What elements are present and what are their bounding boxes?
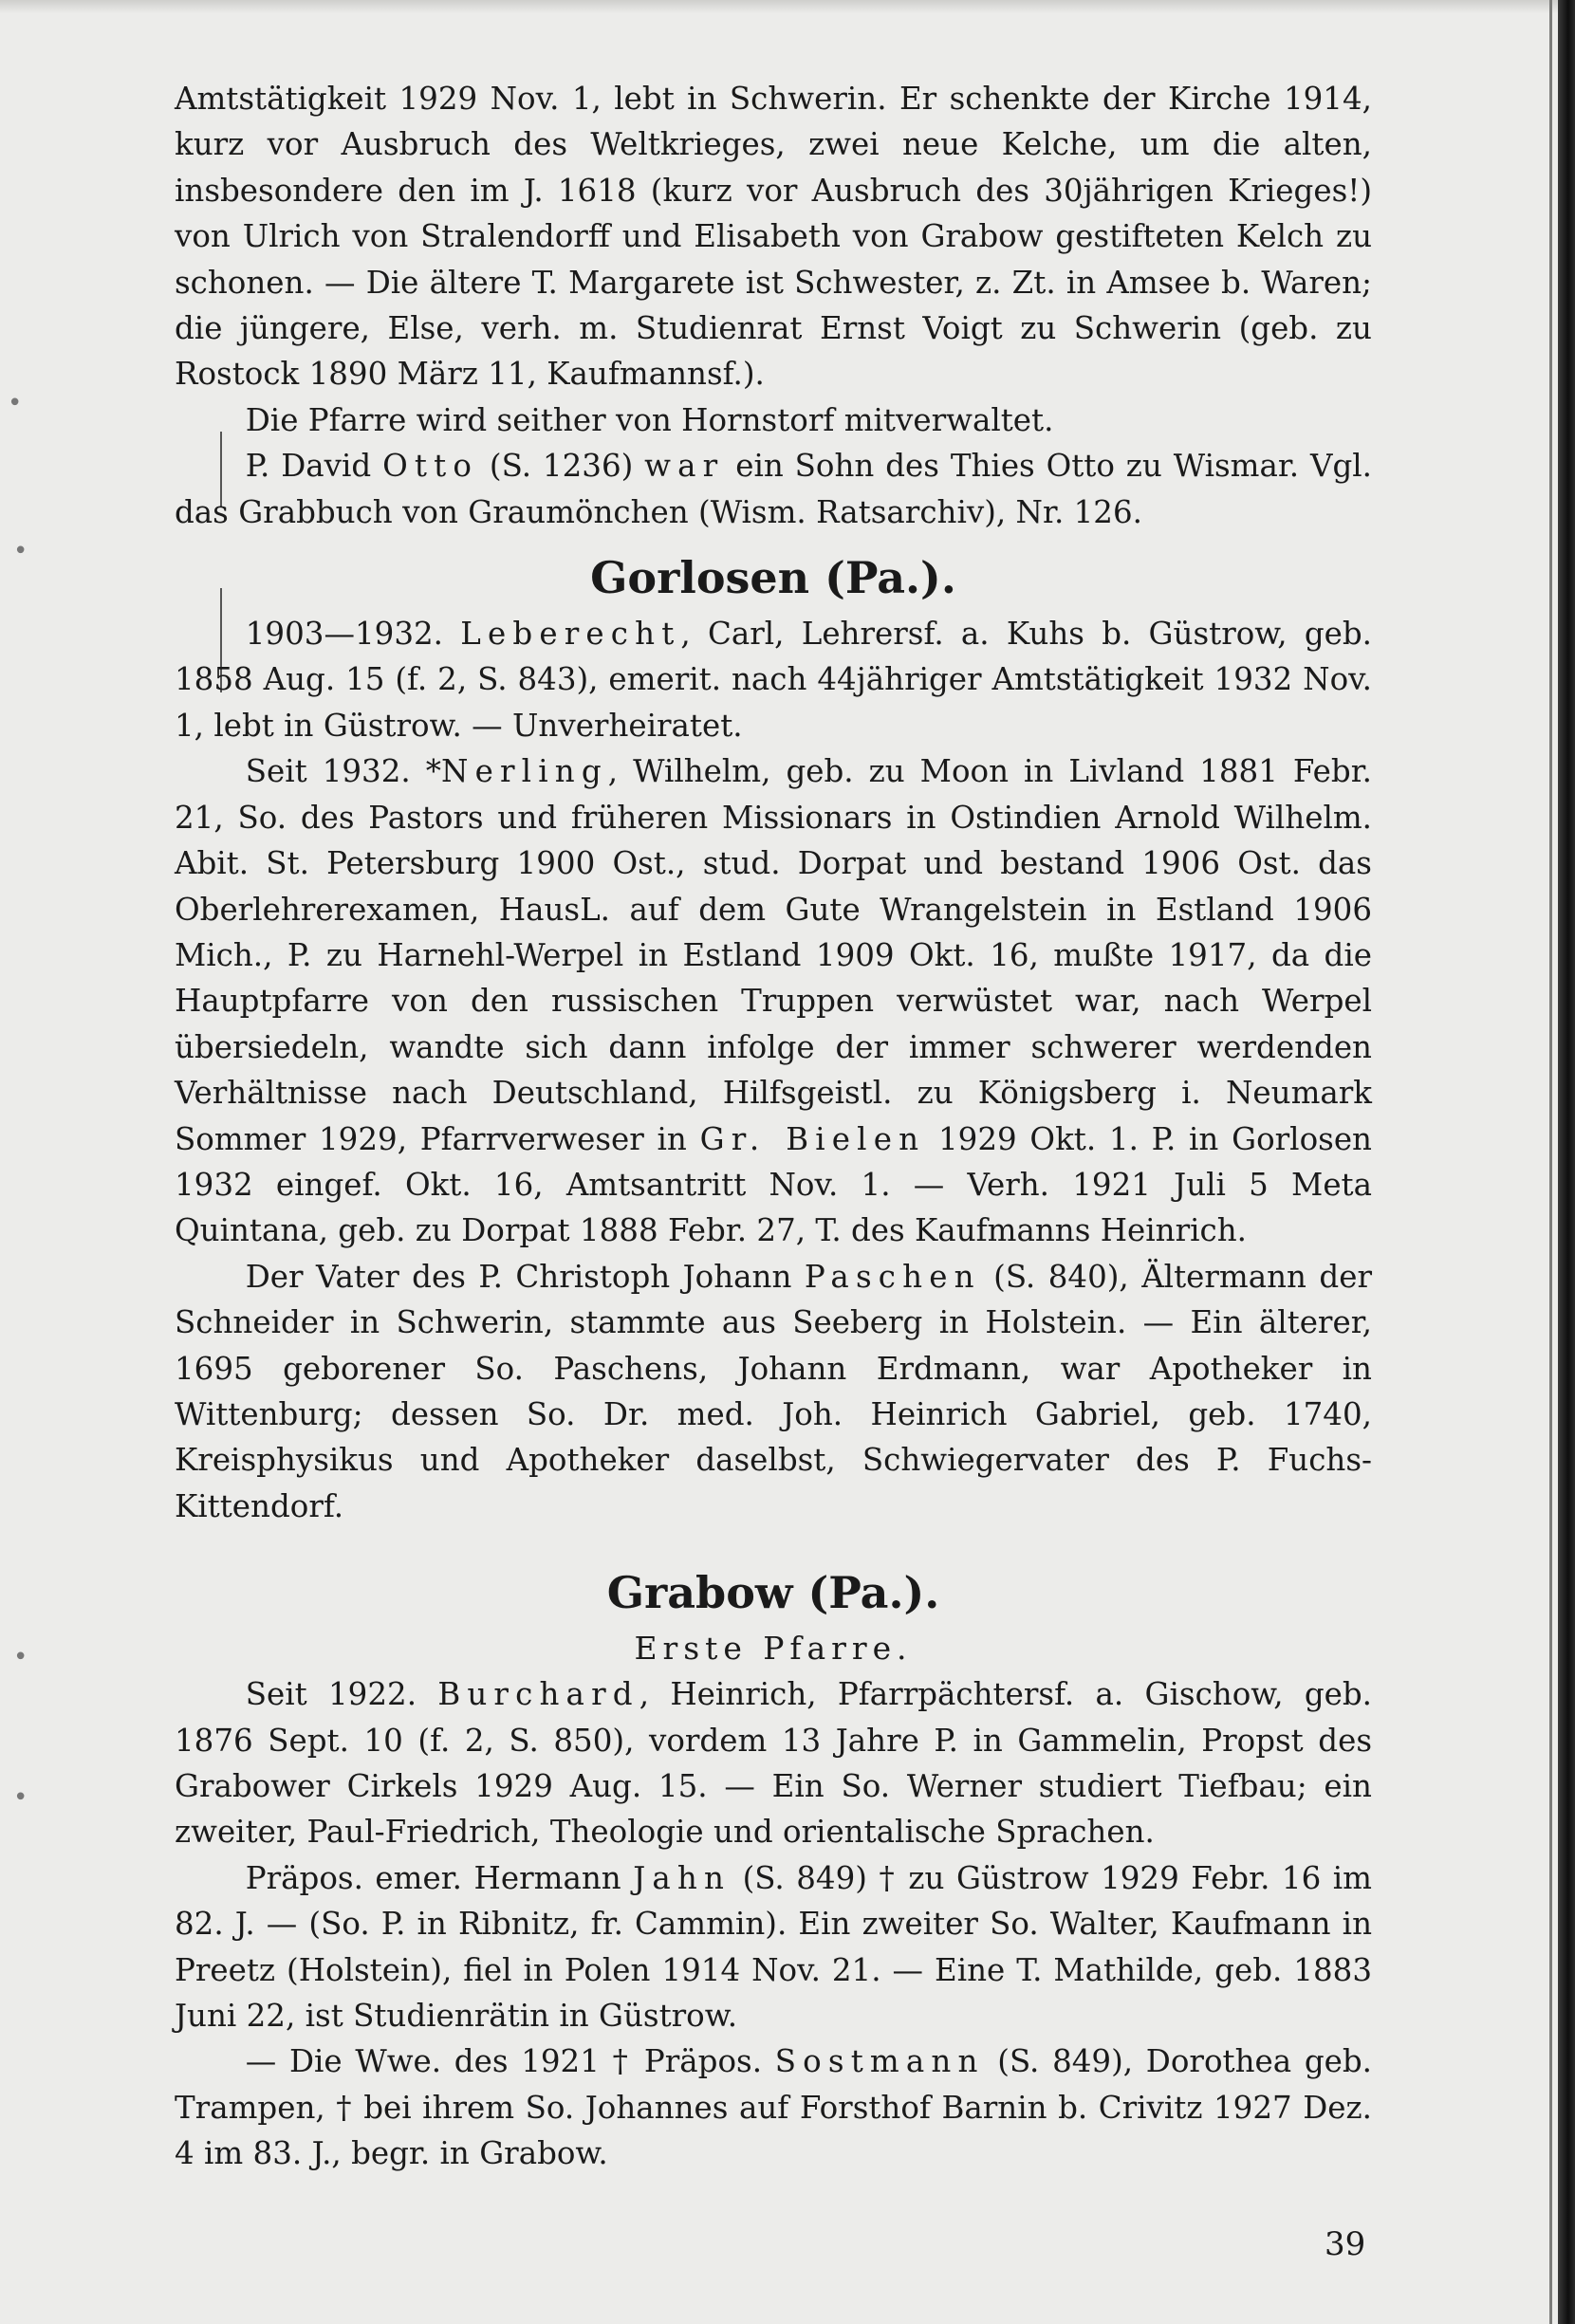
entry-text: Präpos. emer. Hermann	[245, 1859, 634, 1896]
place-name: Gr. Bielen	[699, 1120, 926, 1157]
entry-years: 1903—1932.	[245, 616, 461, 653]
section-subheading: Erste Pfarre.	[634, 1630, 913, 1668]
entry-text: , Carl, Lehrersf. a. Kuhs b. Güstrow, geb. 1858 Aug. 15 (f. 2, S. 843), emerit. nach 44jähriger Amtstätigkeit 1932 Nov. 1, lebt in Güstrow. — Unverheiratet.	[175, 616, 1372, 744]
entry-years: Seit 1932. *	[245, 753, 441, 790]
entry-text: , Heinrich, Pfarrpächtersf. a. Gischow, geb. 1876 Sept. 10 (f. 2, S. 850), vordem 13 Jahre P. in Gammelin, Propst des Grabower Cirkels 1929 Aug. 15. — Ein So. Werner studiert Tiefbau; ein zweiter, Paul-Friedrich, Theologie und orientalische Sprachen.	[175, 1676, 1373, 1851]
pastor-name: Burchard	[437, 1676, 639, 1713]
pastor-name: Otto	[382, 448, 479, 485]
page-text	[175, 76, 1372, 2177]
margin-mark: •	[13, 1643, 28, 1671]
pastor-name: Leberecht	[460, 616, 681, 653]
grabow-entry-burchard	[175, 1671, 1372, 1855]
section-heading-gorlosen: Gorlosen (Pa.).	[590, 552, 956, 604]
entry-text: 1929 Okt. 1. P. in Gorlosen 1932 eingef. Okt. 16, Amtsantritt Nov. 1. — Verh. 1921 Juli 5 Meta Quintana, geb. zu Dorpat 1888 Febr. 27, T. des Kaufmanns Heinrich.	[175, 1120, 1372, 1249]
margin-mark: •	[13, 537, 28, 565]
pastor-name: Nerling	[441, 753, 608, 790]
entry-text: ein Sohn des Thies Otto zu Wismar. Vgl. das Grabbuch von Graumönchen (Wism. Ratsarchiv), Nr. 126.	[175, 448, 1372, 530]
page-top-shadow	[0, 0, 1558, 13]
entry-text: (S. 849), Dorothea geb. Trampen, † bei ihrem So. Johannes auf Forsthof Barnin b. Crivitz 1927 Dez. 4 im 83. J., begr. in Grabow.	[175, 2043, 1372, 2172]
continuation-paragraph: Amtstätigkeit 1929 Nov. 1, lebt in Schwerin. Er schenkte der Kirche 1914, kurz vor Ausbruch des Weltkrieges, zwei neue Kelche, um die alten, insbesondere den im J. 1618 (kurz vor Ausbruch des 30jährigen Krieges!) von Ulrich von Stralendorff und Elisabeth von Grabow gestifteten Kelch zu schonen. — Die ältere T. Margarete ist Schwester, z. Zt. in Amsee b. Waren; die jüngere, Else, verh. m. Studienrat Ernst Voigt zu Schwerin (geb. zu Rostock 1890 März 11, Kaufmannsf.).	[175, 81, 1372, 393]
pastor-name: Sostmann	[774, 2043, 985, 2080]
binding-line	[1549, 0, 1552, 2324]
entry-text: — Die Wwe. des 1921 † Präpos.	[245, 2043, 775, 2080]
pastor-name: Jahn	[633, 1859, 732, 1896]
section-heading-grabow: Grabow (Pa.).	[606, 1567, 940, 1619]
margin-mark: •	[8, 389, 23, 417]
entry-prefix: P. David	[245, 448, 383, 485]
gorlosen-entry-leberecht	[175, 611, 1372, 748]
page-number: 39	[1325, 2225, 1366, 2263]
entry-text: (S. 1236)	[478, 448, 645, 485]
pastor-name: Paschen	[804, 1258, 981, 1295]
entry-text-spaced: war	[644, 448, 725, 485]
margin-mark: •	[13, 1783, 28, 1812]
entry-text: (S. 840), Ältermann der Schneider in Schwerin, stammte aus Seeberg in Holstein. — Ein älterer, 1695 geborener So. Paschens, Johann Erdmann, war Apotheker in Wittenburg; dessen So. Dr. med. Joh. Heinrich Gabriel, geb. 1740, Kreisphysikus und Apotheker daselbst, Schwiegervater des P. Fuchs-Kittendorf.	[175, 1258, 1372, 1524]
grabow-entry-jahn	[175, 1855, 1372, 2039]
continuation-note: Die Pfarre wird seither von Hornstorf mitverwaltet.	[245, 401, 1054, 438]
grabow-entry-sostmann	[175, 2038, 1372, 2176]
book-binding	[1558, 0, 1575, 2324]
entry-text: , Wilhelm, geb. zu Moon in Livland 1881 Febr. 21, So. des Pastors und früheren Missionars in Ostindien Arnold Wilhelm. Abit. St. Petersburg 1900 Ost., stud. Dorpat und bestand 1906 Ost. das Oberlehrerexamen, HausL. auf dem Gute Wrangelstein in Estland 1906 Mich., P. zu Harnehl-Werpel in Estland 1909 Okt. 16, mußte 1917, da die Hauptpfarre von den russischen Truppen verwüstet war, nach Werpel übersiedeln, wandte sich dann infolge der immer schwerer werdenden Verhältnisse nach Deutschland, Hilfsgeistl. zu Königsberg i. Neumark Sommer 1929, Pfarrverweser in	[175, 753, 1372, 1157]
gorlosen-entry-nerling	[175, 748, 1372, 1253]
entry-years: Seit 1922.	[245, 1676, 438, 1713]
entry-text: (S. 849) † zu Güstrow 1929 Febr. 16 im 82. J. — (So. P. in Ribnitz, fr. Cammin). Ein zweiter So. Walter, Kaufmann in Preetz (Holstein), fiel in Polen 1914 Nov. 21. — Eine T. Mathilde, geb. 1883 Juni 22, ist Studienrätin in Güstrow.	[175, 1859, 1373, 2035]
entry-text: Der Vater des P. Christoph Johann	[245, 1258, 805, 1295]
otto-paragraph	[175, 443, 1372, 535]
gorlosen-entry-paschen	[175, 1254, 1372, 1529]
